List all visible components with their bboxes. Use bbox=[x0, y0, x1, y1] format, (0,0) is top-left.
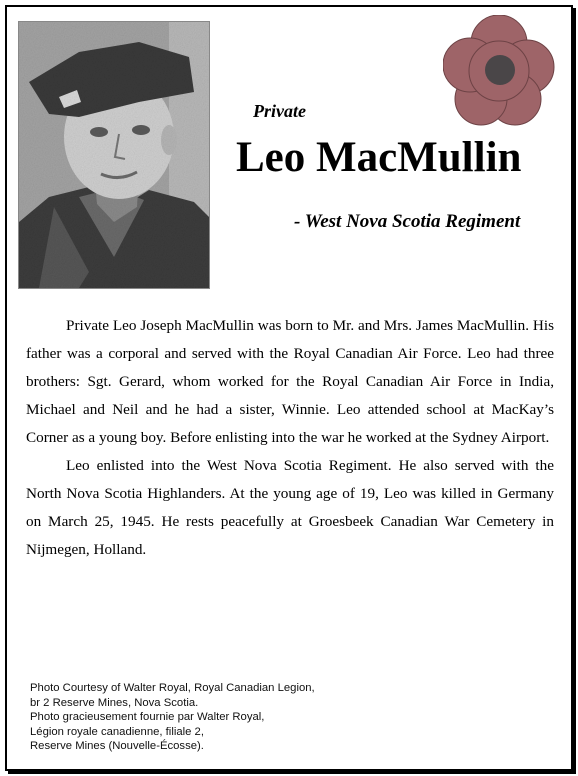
biography-paragraph-1: Private Leo Joseph MacMullin was born to Mr. and Mrs. James MacMullin. His father was a corporal and served with the Royal Canadian Air Force. Leo had three brothers: Sgt. Gerard, whom worked for the Royal Canadian Air Force in India, Michael and Neil and he had a sister, Winnie. Leo attended school at MacKay’s Corner as a young boy. Before enlisting into the war he worked at the Sydney Airport. bbox=[26, 317, 554, 446]
photo-credit-line: Légion royale canadienne, filiale 2, bbox=[30, 725, 204, 738]
photo-credit bbox=[30, 681, 315, 754]
soldier-name: Leo MacMullin bbox=[236, 134, 522, 181]
biography-paragraph-2: Leo enlisted into the West Nova Scotia Regiment. He also served with the North Nova Scotia Highlanders. At the young age of 19, Leo was killed in Germany on March 25, 1945. He rests peacefully at Groesbeek Canadian War Cemetery in Nijmegen, Holland. bbox=[26, 457, 554, 558]
photo-credit-line: br 2 Reserve Mines, Nova Scotia. bbox=[30, 696, 199, 709]
soldier-regiment: - West Nova Scotia Regiment bbox=[294, 211, 521, 232]
page-edge-mark bbox=[284, 771, 292, 774]
biography bbox=[26, 312, 554, 564]
soldier-portrait-icon bbox=[19, 22, 209, 288]
poppy-icon bbox=[443, 15, 555, 127]
soldier-photo bbox=[18, 21, 210, 289]
photo-credit-line: Photo Courtesy of Walter Royal, Royal Canadian Legion, bbox=[30, 682, 315, 694]
photo-credit-line: Reserve Mines (Nouvelle-Écosse). bbox=[30, 740, 204, 753]
photo-credit-line: Photo gracieusement fournie par Walter Royal, bbox=[30, 711, 265, 724]
soldier-rank: Private bbox=[253, 101, 306, 121]
poppy-center bbox=[485, 55, 515, 85]
